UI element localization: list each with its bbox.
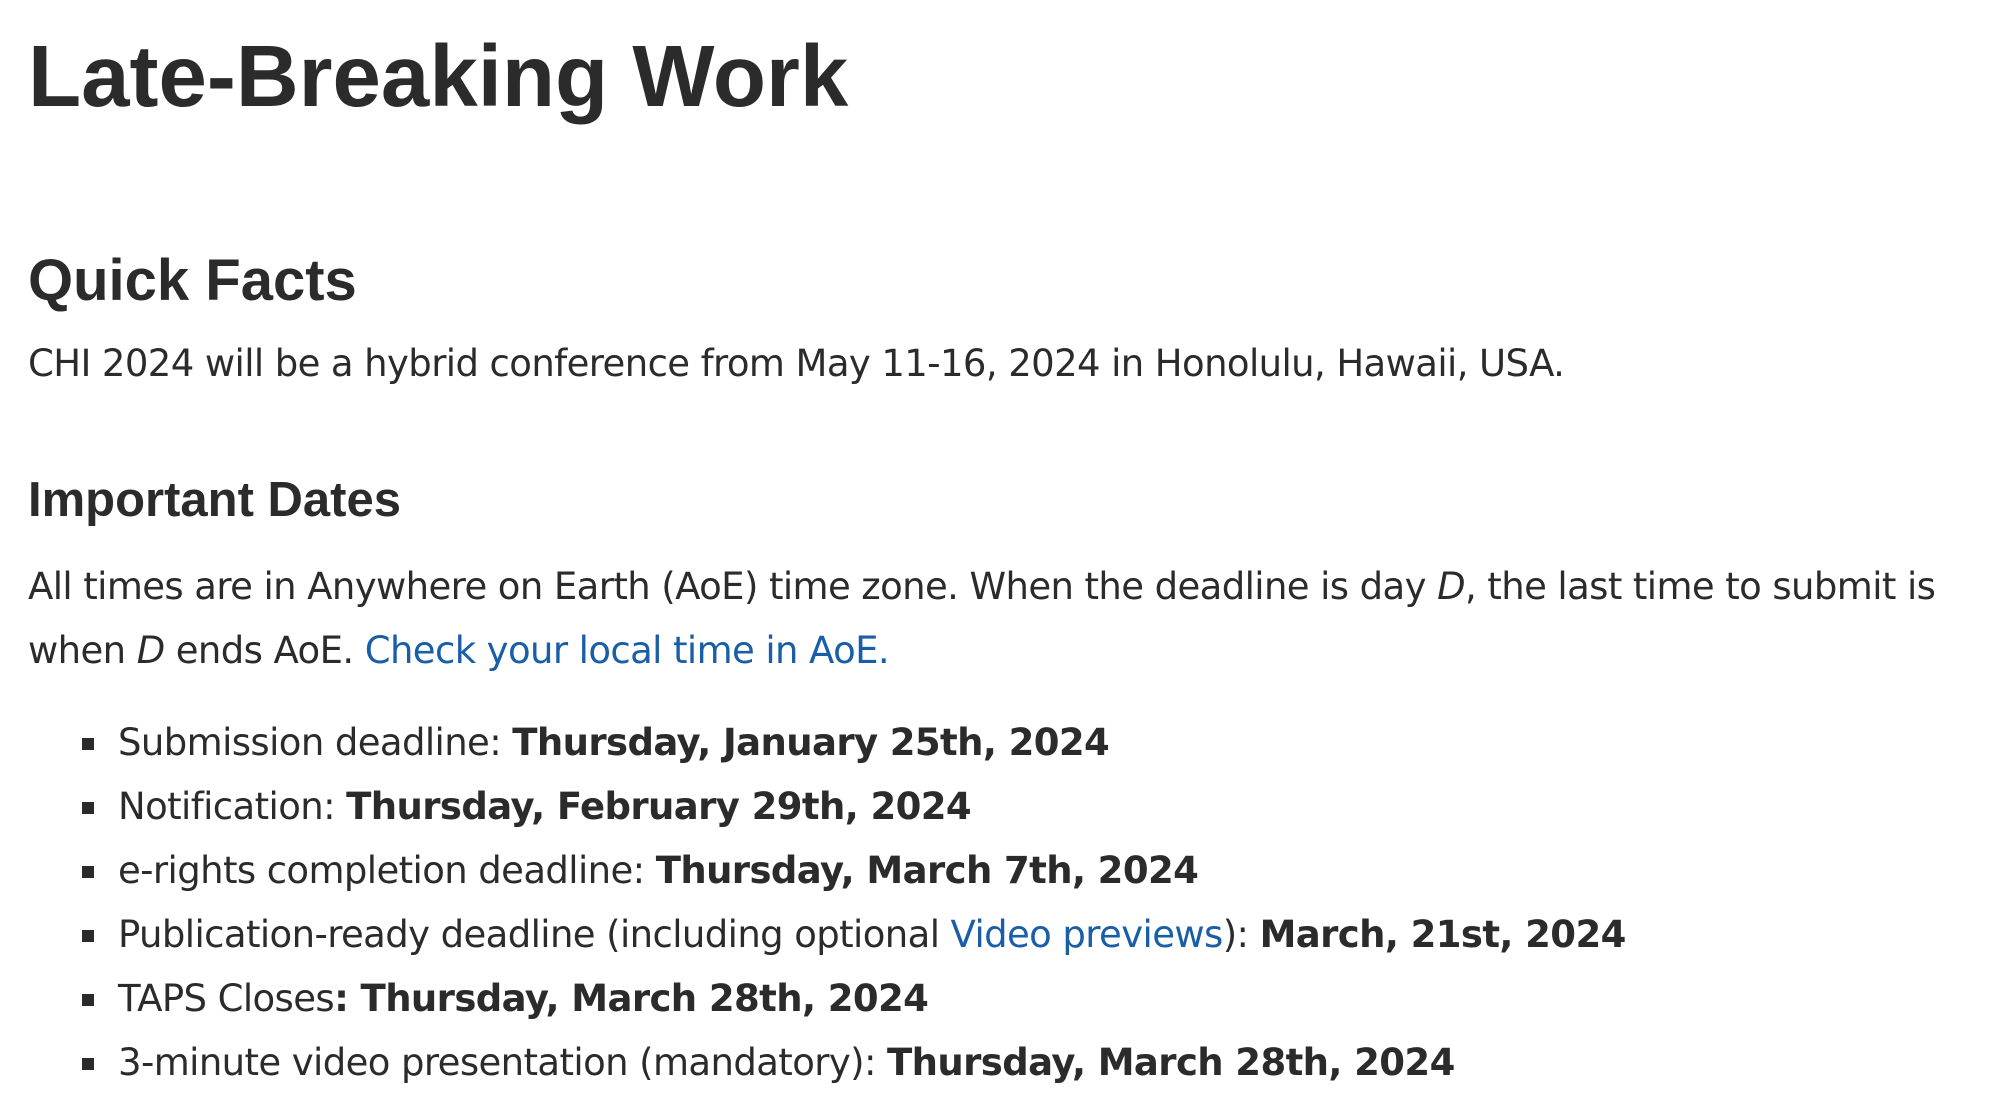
bullet-icon [82, 930, 94, 942]
intro-text-2: , the last time to submit is [1464, 565, 1936, 608]
date-value: Thursday, February 29th, 2024 [346, 785, 972, 828]
date-label-suffix: ): [1222, 913, 1260, 956]
date-value: Thursday, March 7th, 2024 [655, 849, 1199, 892]
date-value: Thursday, March 28th, 2024 [887, 1041, 1455, 1084]
date-label: e-rights completion deadline: [118, 849, 656, 892]
page-title: Late-Breaking Work [28, 28, 849, 125]
date-value: : Thursday, March 28th, 2024 [334, 977, 929, 1020]
bullet-icon [82, 738, 94, 750]
bullet-icon [82, 802, 94, 814]
date-value: March, 21st, 2024 [1259, 913, 1626, 956]
intro-text-4: ends AoE. [164, 629, 365, 672]
bullet-icon [82, 994, 94, 1006]
date-label: TAPS Closes [118, 977, 335, 1020]
intro-text-3: when [28, 629, 137, 672]
bullet-icon [82, 1058, 94, 1070]
intro-day-d-1: D [1437, 565, 1465, 608]
video-previews-link[interactable]: Video previews [950, 913, 1223, 956]
list-item-publication-ready [82, 903, 1626, 967]
list-item-submission [82, 711, 1626, 775]
date-label: Submission deadline: [118, 721, 513, 764]
date-value: Thursday, January 25th, 2024 [512, 721, 1110, 764]
bullet-icon [82, 866, 94, 878]
quick-facts-heading: Quick Facts [28, 248, 357, 313]
aoe-time-link[interactable]: Check your local time in AoE. [364, 629, 890, 672]
list-item-video-presentation [82, 1031, 1626, 1095]
list-item-notification [82, 775, 1626, 839]
important-dates-heading: Important Dates [28, 473, 402, 527]
intro-day-d-2: D [136, 629, 165, 672]
quick-facts-text: CHI 2024 will be a hybrid conference from May 11-16, 2024 in Honolulu, Hawaii, USA. [28, 342, 1565, 385]
important-dates-intro [28, 555, 1988, 683]
list-item-erights [82, 839, 1626, 903]
intro-line-2 [28, 619, 1988, 683]
dates-list [82, 711, 1626, 1095]
list-item-taps-closes [82, 967, 1626, 1031]
intro-line-1 [28, 555, 1988, 619]
intro-text-1: All times are in Anywhere on Earth (AoE) time zone. When the deadline is day [28, 565, 1438, 608]
date-label: 3-minute video presentation (mandatory): [118, 1041, 888, 1084]
date-label: Publication-ready deadline (including optional [118, 913, 951, 956]
date-label: Notification: [118, 785, 347, 828]
